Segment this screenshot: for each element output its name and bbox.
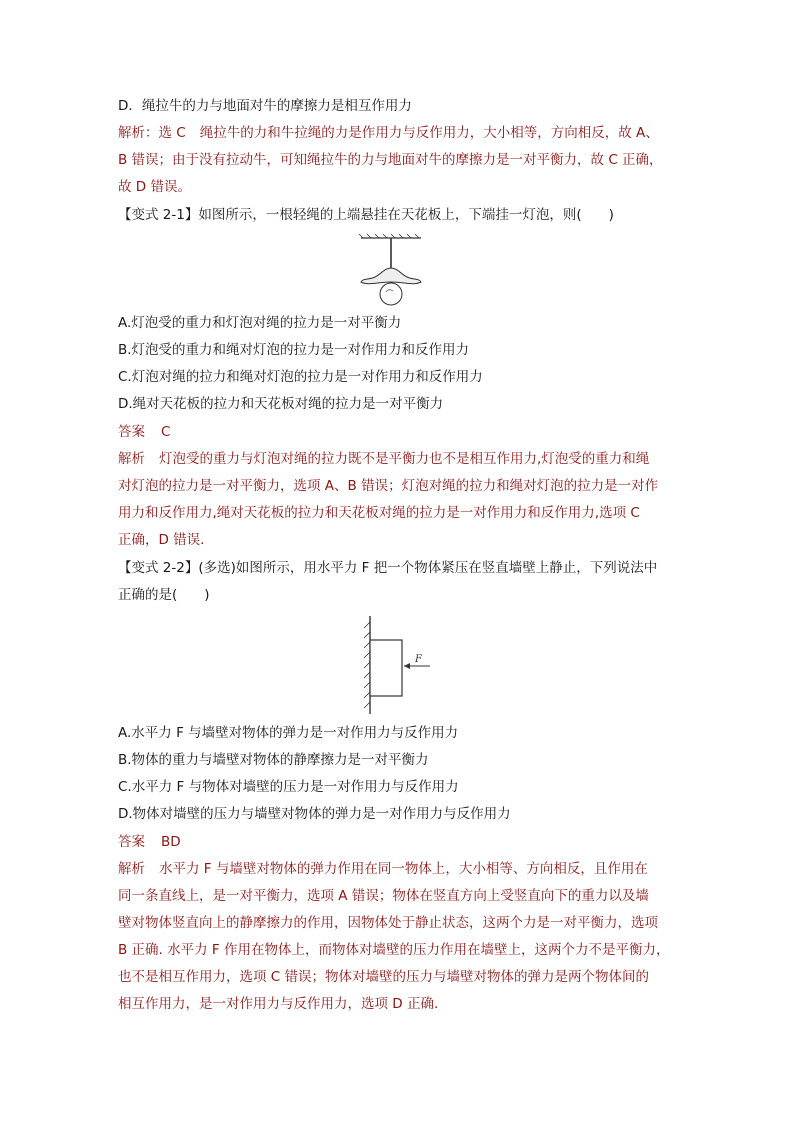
q1-analysis-line-3: 故 D 错误。: [118, 179, 191, 195]
q3-answer-label: 答案: [118, 834, 145, 850]
q1-analysis-line-1: [118, 123, 659, 143]
q3-analysis-label: 解析: [118, 861, 145, 877]
q3-analysis-line-2: 同一条直线上，是一对平衡力，选项 A 错误；物体在竖直方向上受竖直向下的重力以及墙: [118, 888, 649, 904]
q2-analysis-text: 灯泡受的重力与灯泡对绳的拉力既不是平衡力也不是相互作用力,灯泡受的重力和绳: [159, 451, 650, 467]
q2-analysis-line-4: 正确，D 错误.: [118, 532, 205, 548]
bulb: [380, 283, 402, 305]
q3-analysis-line-3: 壁对物体竖直向上的静摩擦力的作用，因物体处于静止状态，这两个力是一对平衡力，选项: [118, 915, 658, 931]
q2-stem: [118, 205, 614, 225]
q2-answer: [118, 422, 170, 442]
q3-analysis-line-1: [118, 859, 648, 879]
q3-stem-text: (多选)如图所示，用水平力 F 把一个物体紧压在竖直墙壁上静止，下列说法中: [198, 560, 658, 576]
q2-stem-text: 如图所示，一根轻绳的上端悬挂在天花板上，下端挂一灯泡，则( ): [198, 207, 614, 223]
q3-option-b: B.物体的重力与墙壁对物体的静摩擦力是一对平衡力: [118, 752, 429, 768]
q2-option-d: D.绳对天花板的拉力和天花板对绳的拉力是一对平衡力: [118, 396, 444, 412]
wall-block-figure: [360, 614, 440, 718]
q2-answer-value: C: [161, 424, 171, 440]
q2-answer-label: 答案: [118, 424, 145, 440]
block: [370, 640, 402, 696]
lamp-shade: [361, 268, 421, 284]
q2-option-a: A.灯泡受的重力和灯泡对绳的拉力是一对平衡力: [118, 315, 402, 331]
ceiling: [359, 234, 421, 238]
q2-analysis-line-3: 用力和反作用力,绳对天花板的拉力和天花板对绳的拉力是一对作用力和反作用力,选项 C: [118, 505, 640, 521]
q1-analysis-line-2: B 错误；由于没有拉动牛，可知绳拉牛的力与地面对牛的摩擦力是一对平衡力，故 C 正确，: [118, 152, 663, 168]
q2-option-c: C.灯泡对绳的拉力和绳对灯泡的拉力是一对作用力和反作用力: [118, 369, 483, 385]
q2-analysis-line-1: [118, 449, 649, 469]
q2-analysis-line-2: 对灯泡的拉力是一对平衡力，选项 A、B 错误；灯泡对绳的拉力和绳对灯泡的拉力是一对作: [118, 478, 659, 494]
q3-analysis-line-6: 相互作用力，是一对作用力与反作用力，选项 D 正确.: [118, 996, 439, 1012]
q1-option-d: D．绳拉牛的力与地面对牛的摩擦力是相互作用力: [118, 98, 412, 114]
q2-option-b: B.灯泡受的重力和绳对灯泡的拉力是一对作用力和反作用力: [118, 342, 470, 358]
q1-analysis-text: 绳拉牛的力和牛拉绳的力是作用力与反作用力，大小相等，方向相反，故 A、: [199, 125, 659, 141]
q3-tag: 【变式 2-2】: [118, 560, 199, 576]
wall: [364, 616, 370, 714]
q3-option-d: D.物体对墙壁的压力与墙壁对物体的弹力是一对作用力与反作用力: [118, 806, 511, 822]
q3-analysis-line-4: B 正确. 水平力 F 作用在物体上，而物体对墙壁的压力作用在墙壁上，这两个力不是平衡力，: [118, 942, 670, 958]
q3-stem-line-2: 正确的是( ): [118, 587, 210, 603]
q1-analysis-label: 解析：选 C: [118, 125, 186, 141]
q3-option-a: A.水平力 F 与墙壁对物体的弹力是一对作用力与反作用力: [118, 725, 459, 741]
q3-analysis-text: 水平力 F 与墙壁对物体的弹力作用在同一物体上，大小相等、方向相反，且作用在: [159, 861, 648, 877]
q3-stem-line-1: [118, 558, 657, 578]
q2-tag: 【变式 2-1】: [118, 207, 199, 223]
q3-option-c: C.水平力 F 与物体对墙壁的压力是一对作用力与反作用力: [118, 779, 459, 795]
hanging-bulb-figure: [355, 232, 435, 312]
q2-analysis-label: 解析: [118, 451, 145, 467]
q3-answer: [118, 832, 181, 852]
force-label: F: [415, 654, 422, 665]
q3-answer-value: BD: [161, 834, 181, 850]
q3-analysis-line-5: 也不是相互作用力，选项 C 错误；物体对墙壁的压力与墙壁对物体的弹力是两个物体间的: [118, 969, 650, 985]
